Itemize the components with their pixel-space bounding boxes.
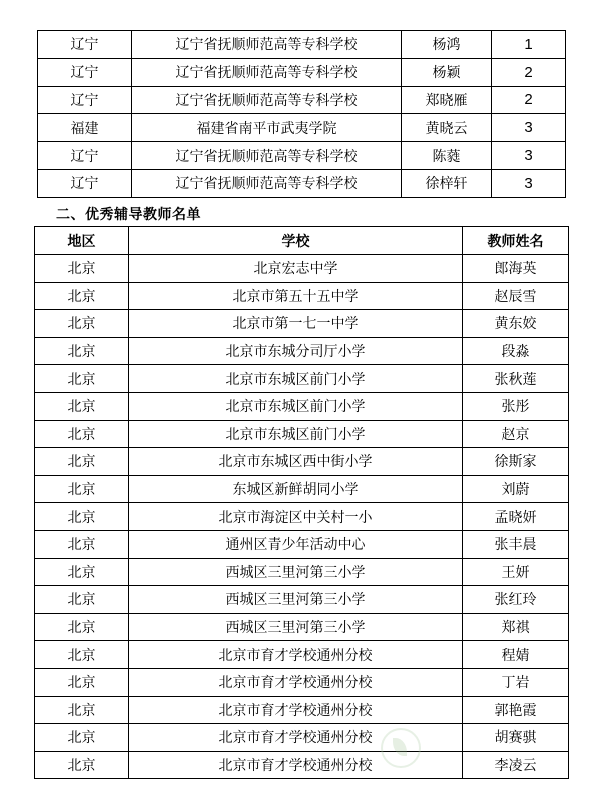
region-cell: 北京 xyxy=(35,668,129,696)
rank-cell: 2 xyxy=(492,86,566,114)
table-row xyxy=(35,724,569,752)
region-cell: 北京 xyxy=(35,310,129,338)
rank-cell: 1 xyxy=(492,31,566,59)
school-cell: 北京市东城区前门小学 xyxy=(129,365,463,393)
region-cell: 辽宁 xyxy=(38,58,132,86)
teacher-cell: 黄东姣 xyxy=(463,310,569,338)
teacher-cell: 刘蔚 xyxy=(463,475,569,503)
region-cell: 辽宁 xyxy=(38,169,132,197)
school-cell: 北京市育才学校通州分校 xyxy=(129,751,463,779)
region-cell: 北京 xyxy=(35,255,129,283)
teacher-cell: 程婧 xyxy=(463,641,569,669)
school-cell: 北京市东城区西中街小学 xyxy=(129,448,463,476)
teacher-cell: 李凌云 xyxy=(463,751,569,779)
school-cell: 北京市育才学校通州分校 xyxy=(129,696,463,724)
school-cell: 西城区三里河第三小学 xyxy=(129,613,463,641)
teacher-cell: 张秋莲 xyxy=(463,365,569,393)
school-cell: 北京市第五十五中学 xyxy=(129,282,463,310)
table-row xyxy=(35,420,569,448)
table-row xyxy=(35,337,569,365)
table-row xyxy=(35,448,569,476)
teacher-cell: 张彤 xyxy=(463,392,569,420)
region-cell: 北京 xyxy=(35,475,129,503)
table-row xyxy=(38,31,566,59)
table-row xyxy=(38,86,566,114)
teacher-cell: 段淼 xyxy=(463,337,569,365)
school-cell: 通州区青少年活动中心 xyxy=(129,530,463,558)
name-cell: 郑晓雁 xyxy=(402,86,492,114)
region-cell: 北京 xyxy=(35,503,129,531)
table-row xyxy=(35,282,569,310)
table-row xyxy=(35,392,569,420)
school-cell: 西城区三里河第三小学 xyxy=(129,586,463,614)
header-region: 地区 xyxy=(35,227,129,255)
header-teacher: 教师姓名 xyxy=(463,227,569,255)
table-row xyxy=(35,668,569,696)
teacher-cell: 赵京 xyxy=(463,420,569,448)
school-cell: 东城区新鲜胡同小学 xyxy=(129,475,463,503)
teacher-cell: 赵辰雪 xyxy=(463,282,569,310)
school-cell: 北京市海淀区中关村一小 xyxy=(129,503,463,531)
table-row xyxy=(38,58,566,86)
region-cell: 北京 xyxy=(35,392,129,420)
name-cell: 陈蕤 xyxy=(402,142,492,170)
teacher-cell: 丁岩 xyxy=(463,668,569,696)
school-cell: 北京市东城分司厅小学 xyxy=(129,337,463,365)
region-cell: 辽宁 xyxy=(38,31,132,59)
teacher-table xyxy=(34,226,569,779)
teacher-cell: 张丰晨 xyxy=(463,530,569,558)
school-cell: 辽宁省抚顺师范高等专科学校 xyxy=(132,31,402,59)
rank-cell: 3 xyxy=(492,142,566,170)
name-cell: 杨颖 xyxy=(402,58,492,86)
region-cell: 北京 xyxy=(35,751,129,779)
region-cell: 辽宁 xyxy=(38,86,132,114)
rank-cell: 3 xyxy=(492,169,566,197)
watermark-logo-icon xyxy=(381,728,421,768)
teacher-cell: 郭艳霞 xyxy=(463,696,569,724)
teacher-cell: 徐斯家 xyxy=(463,448,569,476)
rank-cell: 2 xyxy=(492,58,566,86)
teacher-table-body xyxy=(35,255,569,779)
table-row xyxy=(38,169,566,197)
region-cell: 北京 xyxy=(35,282,129,310)
table-row xyxy=(35,255,569,283)
award-table-body xyxy=(38,31,566,198)
region-cell: 北京 xyxy=(35,365,129,393)
section-title: 二、优秀辅导教师名单 xyxy=(56,207,201,223)
region-cell: 北京 xyxy=(35,337,129,365)
school-cell: 北京市育才学校通州分校 xyxy=(129,668,463,696)
rank-cell: 3 xyxy=(492,114,566,142)
region-cell: 北京 xyxy=(35,420,129,448)
table-row xyxy=(35,365,569,393)
table-row xyxy=(38,114,566,142)
name-cell: 黄晓云 xyxy=(402,114,492,142)
school-cell: 福建省南平市武夷学院 xyxy=(132,114,402,142)
region-cell: 福建 xyxy=(38,114,132,142)
table-row xyxy=(35,641,569,669)
teacher-cell: 郎海英 xyxy=(463,255,569,283)
table-row xyxy=(35,503,569,531)
table-row xyxy=(35,751,569,779)
name-cell: 徐梓轩 xyxy=(402,169,492,197)
region-cell: 北京 xyxy=(35,696,129,724)
teacher-cell: 胡赛骐 xyxy=(463,724,569,752)
header-school: 学校 xyxy=(129,227,463,255)
school-cell: 北京市东城区前门小学 xyxy=(129,392,463,420)
award-table xyxy=(37,30,566,198)
school-cell: 北京市第一七一中学 xyxy=(129,310,463,338)
region-cell: 北京 xyxy=(35,724,129,752)
name-cell: 杨鸿 xyxy=(402,31,492,59)
school-cell: 北京宏志中学 xyxy=(129,255,463,283)
region-cell: 北京 xyxy=(35,613,129,641)
teacher-cell: 张红玲 xyxy=(463,586,569,614)
school-cell: 北京市育才学校通州分校 xyxy=(129,724,463,752)
table-row xyxy=(35,530,569,558)
school-cell: 辽宁省抚顺师范高等专科学校 xyxy=(132,169,402,197)
teacher-cell: 孟晓妍 xyxy=(463,503,569,531)
school-cell: 辽宁省抚顺师范高等专科学校 xyxy=(132,142,402,170)
table-row xyxy=(35,696,569,724)
table-row xyxy=(35,475,569,503)
region-cell: 北京 xyxy=(35,641,129,669)
table-row xyxy=(35,558,569,586)
table-row xyxy=(35,613,569,641)
table-row xyxy=(35,310,569,338)
teacher-table-header-row xyxy=(35,227,569,255)
region-cell: 北京 xyxy=(35,530,129,558)
teacher-cell: 郑祺 xyxy=(463,613,569,641)
table-row xyxy=(38,142,566,170)
school-cell: 辽宁省抚顺师范高等专科学校 xyxy=(132,58,402,86)
region-cell: 辽宁 xyxy=(38,142,132,170)
region-cell: 北京 xyxy=(35,558,129,586)
teacher-cell: 王妍 xyxy=(463,558,569,586)
table-row xyxy=(35,586,569,614)
school-cell: 辽宁省抚顺师范高等专科学校 xyxy=(132,86,402,114)
school-cell: 北京市东城区前门小学 xyxy=(129,420,463,448)
school-cell: 北京市育才学校通州分校 xyxy=(129,641,463,669)
school-cell: 西城区三里河第三小学 xyxy=(129,558,463,586)
region-cell: 北京 xyxy=(35,448,129,476)
region-cell: 北京 xyxy=(35,586,129,614)
